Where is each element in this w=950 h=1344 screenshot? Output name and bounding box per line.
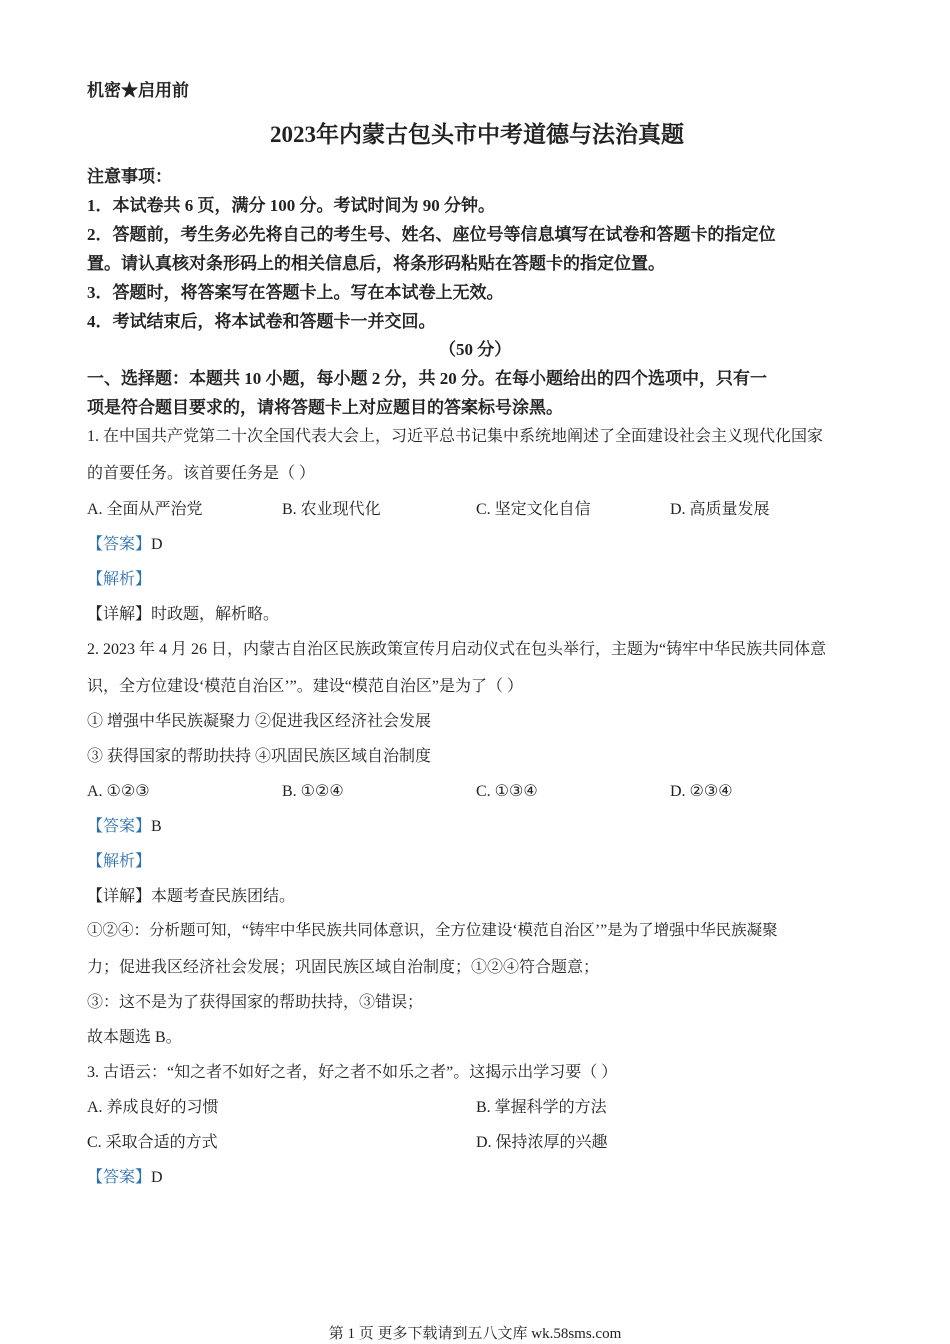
answer-value: B bbox=[151, 818, 162, 835]
detail-label: 【详解】 bbox=[87, 888, 152, 905]
section-heading: 项是符合题目要求的，请将答题卡上对应题目的答案标号涂黑。 bbox=[87, 398, 563, 417]
question-stem: 识，全方位建设‘模范自治区’”。建设“模范自治区”是为了（ ） bbox=[87, 678, 523, 695]
answer-line bbox=[87, 817, 162, 837]
question-stem: 1. 在中国共产党第二十次全国代表大会上，习近平总书记集中系统地阐述了全面建设社会主义现代化国家 bbox=[87, 428, 824, 445]
answer-line bbox=[87, 1168, 163, 1188]
score-label: （50 分） bbox=[439, 340, 512, 359]
option-a: A. 全面从严治党 bbox=[87, 501, 203, 518]
page-footer: 第 1 页 更多下载请到五八文库 wk.58sms.com bbox=[328, 1326, 622, 1342]
question-stem: 2. 2023 年 4 月 26 日，内蒙古自治区民族政策宣传月启动仪式在包头举行，主题为“铸牢中华民族共同体意 bbox=[87, 641, 827, 658]
detail-line bbox=[87, 887, 295, 907]
page-title: 2023年内蒙古包头市中考道德与法治真题 bbox=[270, 122, 684, 147]
option-d: D. ②③④ bbox=[670, 783, 733, 800]
notice-item: 1．本试卷共 6 页，满分 100 分。考试时间为 90 分钟。 bbox=[87, 196, 495, 215]
detail-label: 【详解】 bbox=[87, 606, 152, 623]
option-c: C. 坚定文化自信 bbox=[476, 501, 591, 518]
analysis-label: 【解析】 bbox=[87, 853, 152, 870]
secret-label: 机密★启用前 bbox=[87, 81, 189, 100]
option-c: C. ①③④ bbox=[476, 783, 538, 800]
notice-item: 3．答题时，将答案写在答题卡上。写在本试卷上无效。 bbox=[87, 283, 504, 302]
option-a: A. ①②③ bbox=[87, 783, 150, 800]
explain-line: 力；促进我区经济社会发展；巩固民族区域自治制度；①②④符合题意； bbox=[87, 959, 600, 976]
answer-label: 【答案】 bbox=[87, 818, 152, 835]
explain-line: ③：这不是为了获得国家的帮助扶持，③错误； bbox=[87, 994, 424, 1011]
option-d: D. 高质量发展 bbox=[670, 501, 770, 518]
answer-value: D bbox=[151, 536, 163, 553]
option-b: B. 农业现代化 bbox=[282, 501, 381, 518]
option-a: A. 养成良好的习惯 bbox=[87, 1099, 219, 1116]
option-b: B. ①②④ bbox=[282, 783, 344, 800]
analysis-label: 【解析】 bbox=[87, 571, 152, 588]
explain-line: ①②④：分析题可知，“铸牢中华民族共同体意识，全方位建设‘模范自治区’”是为了增强中华民族凝聚 bbox=[87, 922, 778, 939]
detail-text: 本题考查民族团结。 bbox=[151, 888, 296, 905]
question-stem: 的首要任务。该首要任务是（ ） bbox=[87, 465, 316, 482]
detail-line bbox=[87, 605, 279, 625]
detail-text: 时政题，解析略。 bbox=[151, 606, 280, 623]
statement-line: ① 增强中华民族凝聚力 ②促进我区经济社会发展 bbox=[87, 713, 432, 730]
statement-line: ③ 获得国家的帮助扶持 ④巩固民族区域自治制度 bbox=[87, 748, 432, 765]
notice-item: 2．答题前，考生务必先将自己的考生号、姓名、座位号等信息填写在试卷和答题卡的指定位 bbox=[87, 225, 776, 244]
notice-item: 置。请认真核对条形码上的相关信息后，将条形码粘贴在答题卡的指定位置。 bbox=[87, 254, 665, 273]
notice-item: 4．考试结束后，将本试卷和答题卡一并交回。 bbox=[87, 312, 436, 331]
option-c: C. 采取合适的方式 bbox=[87, 1134, 218, 1151]
option-d: D. 保持浓厚的兴趣 bbox=[476, 1134, 608, 1151]
explain-line: 故本题选 B。 bbox=[87, 1029, 182, 1046]
answer-label: 【答案】 bbox=[87, 536, 152, 553]
answer-line bbox=[87, 535, 163, 555]
answer-value: D bbox=[151, 1169, 163, 1186]
question-stem: 3. 古语云：“知之者不如好之者，好之者不如乐之者”。这揭示出学习要（ ） bbox=[87, 1064, 618, 1081]
notice-heading: 注意事项： bbox=[87, 167, 172, 186]
section-heading: 一、选择题：本题共 10 小题，每小题 2 分，共 20 分。在每小题给出的四个选项中，只有一 bbox=[87, 369, 767, 388]
answer-label: 【答案】 bbox=[87, 1169, 152, 1186]
option-b: B. 掌握科学的方法 bbox=[476, 1099, 607, 1116]
